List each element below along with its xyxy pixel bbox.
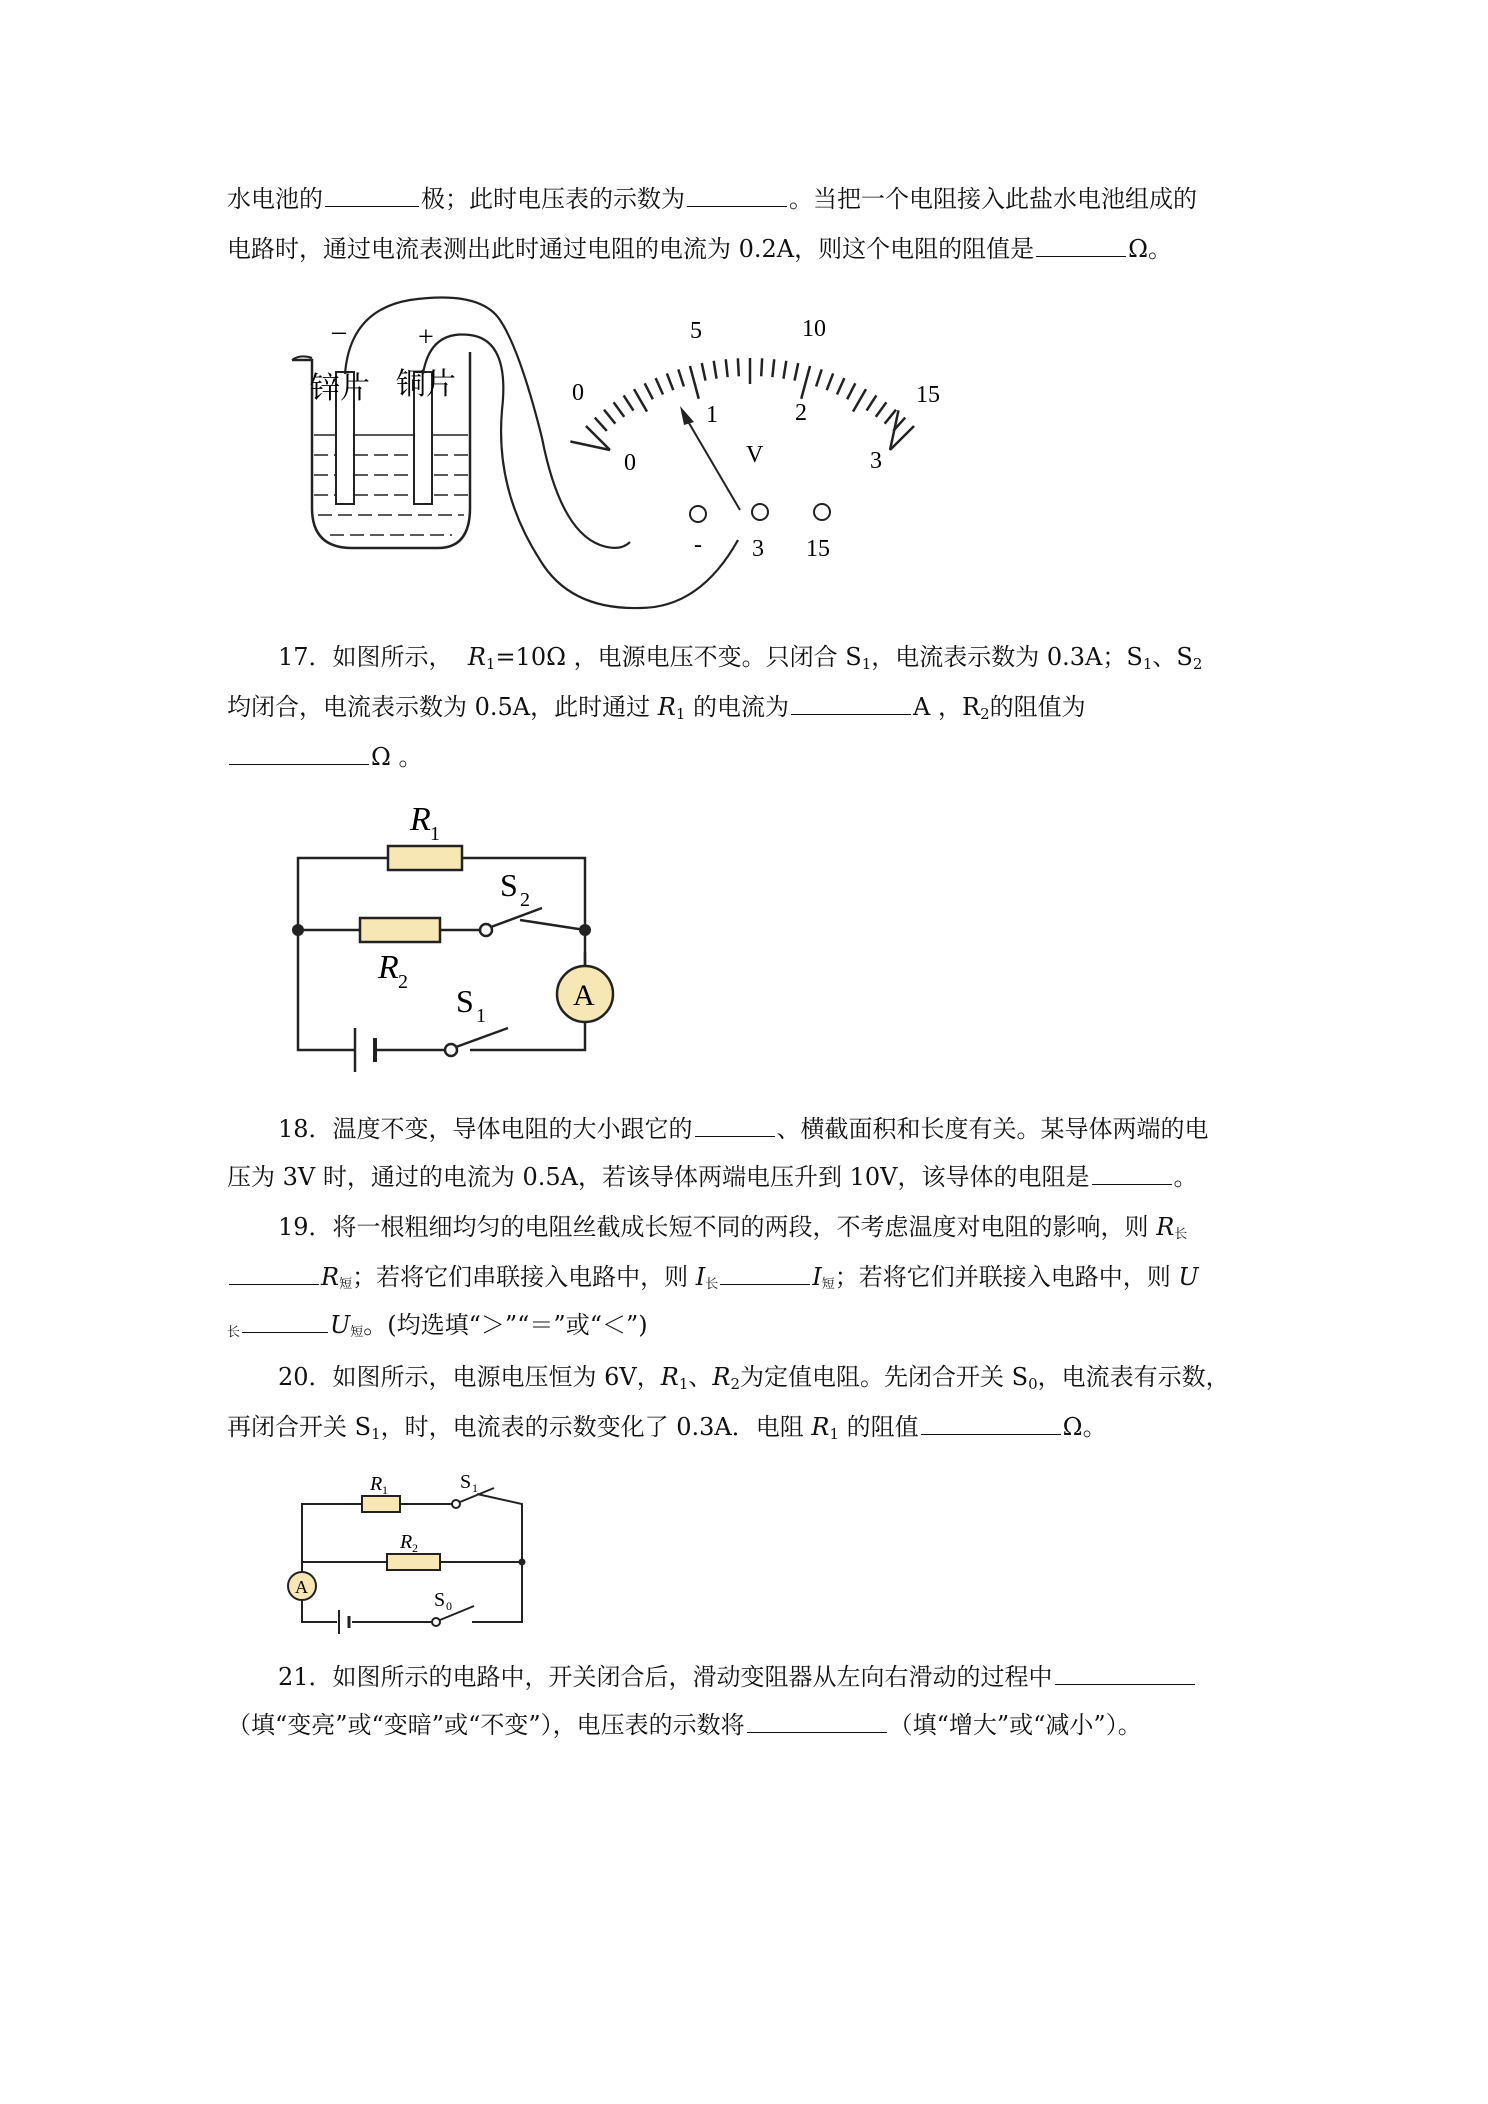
q19-line-2: R短；若将它们串联接入电路中，则 I长 I短；若将它们并联接入电路中，则 U [227,1258,1199,1302]
scale-tick [772,359,774,377]
scale-tick [645,383,653,399]
r2-resistor [387,1554,440,1570]
scale-bottom-1: 1 [706,402,718,428]
scale-tick [714,361,717,379]
answer-blank[interactable] [720,1258,810,1285]
s0-pivot [432,1618,440,1626]
q19-line-1: 19．将一根粗细均匀的电阻丝截成长短不同的两段，不考虑温度对电阻的影响，则 R长 [278,1213,1188,1242]
q19-line-3: 长 U短。(均选填“＞”“＝”或“＜”) [227,1306,648,1350]
junction-right [579,924,591,936]
svg-text:1: 1 [382,1483,388,1497]
battery-voltmeter-figure [270,290,970,620]
answer-blank[interactable] [687,180,787,207]
q18-line-1: 18．温度不变，导体电阻的大小跟它的 、横截面积和长度有关。某导体两端的电 [278,1110,1209,1146]
scale-tick [702,363,706,381]
q17-line-2: 均闭合，电流表示数为 0.5A，此时通过 $R_1$ 的电流为 A ，$R_2$的阻值为 [227,688,1086,731]
terminal-label-3: 3 [752,536,764,562]
scale-tick [634,389,647,412]
scale-top-15: 15 [916,382,940,408]
answer-blank[interactable] [1055,1658,1195,1685]
svg-text:0: 0 [446,1599,452,1613]
svg-text:1: 1 [476,1005,486,1027]
scale-bottom-3: 3 [870,448,882,474]
s2-label: S [500,867,518,903]
scale-tick [690,366,699,399]
scale-tick [667,373,673,390]
scale-tick [624,395,634,410]
scale-tick [783,361,786,379]
ammeter-label: A [295,1577,308,1597]
answer-blank[interactable] [1092,1158,1172,1185]
terminal-3v [752,504,768,520]
answer-blank[interactable] [229,1258,319,1285]
answer-blank[interactable] [1036,230,1126,257]
scale-tick [656,378,663,394]
scale-bottom-2: 2 [795,400,807,426]
copper-label: 铜片 [396,368,456,401]
scale-top-0: 0 [572,380,584,406]
negative-sign: – [332,316,346,347]
voltmeter-pointer [686,418,740,510]
answer-blank[interactable] [242,1306,328,1333]
s1-pivot [452,1500,460,1508]
answer-blank[interactable] [325,180,419,207]
junction-left [292,924,304,936]
scale-top-5: 5 [690,318,702,344]
ammeter-label: A [573,979,595,1012]
r1-label: R [410,801,431,838]
q17-circuit-figure [280,790,620,1090]
terminal-negative [690,506,706,522]
circuit-wires [298,858,585,1050]
scale-tick [614,402,625,417]
r1-resistor [362,1496,400,1512]
zinc-label: 锌片 [310,372,370,405]
svg-text:2: 2 [520,889,530,911]
svg-text:2: 2 [398,971,408,993]
answer-blank[interactable] [791,688,911,715]
voltmeter-symbol: V [746,442,764,468]
r2-resistor [360,918,440,942]
scale-tick [847,383,855,399]
r1-resistor [388,846,462,870]
s1-switch-blade [456,1028,508,1047]
scale-tick [604,410,615,424]
scale-tick [761,358,762,376]
scale-tick [816,369,822,386]
s0-label: S [434,1589,446,1611]
scale-tick [678,369,684,386]
q20-line-2: 再闭合开关 $S_1$，时，电流表的示数变化了 0.3A．电阻 $R_1$ 的阻值 Ω。 [227,1408,1107,1451]
junction-right [519,1559,526,1566]
scale-tick [801,366,810,399]
voltmeter-scale [570,358,914,450]
scale-tick [827,373,833,390]
q21-line-1: 21．如图所示的电路中，开关闭合后，滑动变阻器从左向右滑动的过程中 [278,1658,1197,1694]
q20-line-1: 20．如图所示，电源电压恒为 6V，$R_1$、$R_2$为定值电阻。先闭合开关 $S_0$，电流表有示数， [278,1363,1230,1393]
r1-label: R [370,1473,383,1495]
terminal-label-negative: - [694,532,702,558]
wire-zinc [345,298,630,548]
answer-blank[interactable] [229,738,369,765]
scale-tick [837,378,844,394]
scale-tick [853,389,866,412]
pointer-arrowhead [680,406,694,425]
q21-line-2: （填“变亮”或“变暗”或“不变”），电压表的示数将 （填“增大”或“减小”）。 [227,1706,1142,1742]
scale-tick [885,410,896,424]
s2-switch-blade [491,908,542,927]
scale-tick [595,418,607,431]
scale-tick [738,358,739,376]
q17-line-1: 17．如图所示， $R_1=10\Omega$ ，电源电压不变。只闭合 $S_1$，电流表示数为 0.3A；$S_1$、$S_2$ [278,643,1203,673]
scale-tick [867,395,877,410]
r2-label: R [378,949,399,986]
scale-tick [794,363,798,381]
s2-pivot [480,924,492,936]
terminal-15v [814,504,830,520]
r2-label: R [400,1531,413,1553]
svg-text:2: 2 [412,1541,418,1555]
s1-label: S [456,983,474,1019]
q16-line-2: 电路时，通过电流表测出此时通过电阻的电流为 0.2A，则这个电阻的阻值是 Ω。 [227,230,1172,266]
scale-top-10: 10 [802,316,826,342]
s1-label: S [460,1471,472,1493]
terminal-label-15: 15 [806,536,830,562]
q18-line-2: 压为 3V 时，通过的电流为 0.5A，若该导体两端电压升到 10V，该导体的电阻是 。 [227,1158,1198,1194]
scale-bottom-0: 0 [624,450,636,476]
svg-text:1: 1 [472,1481,478,1495]
positive-sign: + [418,322,434,353]
scale-tick [726,359,728,377]
s1-pivot [445,1044,457,1056]
answer-blank[interactable] [747,1706,887,1733]
q17-line-3: Ω 。 [227,738,423,774]
q20-circuit-figure [282,1466,532,1636]
svg-text:1: 1 [430,823,440,845]
q16-line-1: 水电池的 极；此时电压表的示数为 。当把一个电阻接入此盐水电池组成的 [227,180,1197,216]
scale-tick [876,402,887,417]
answer-blank[interactable] [695,1110,775,1137]
answer-blank[interactable] [921,1408,1061,1435]
